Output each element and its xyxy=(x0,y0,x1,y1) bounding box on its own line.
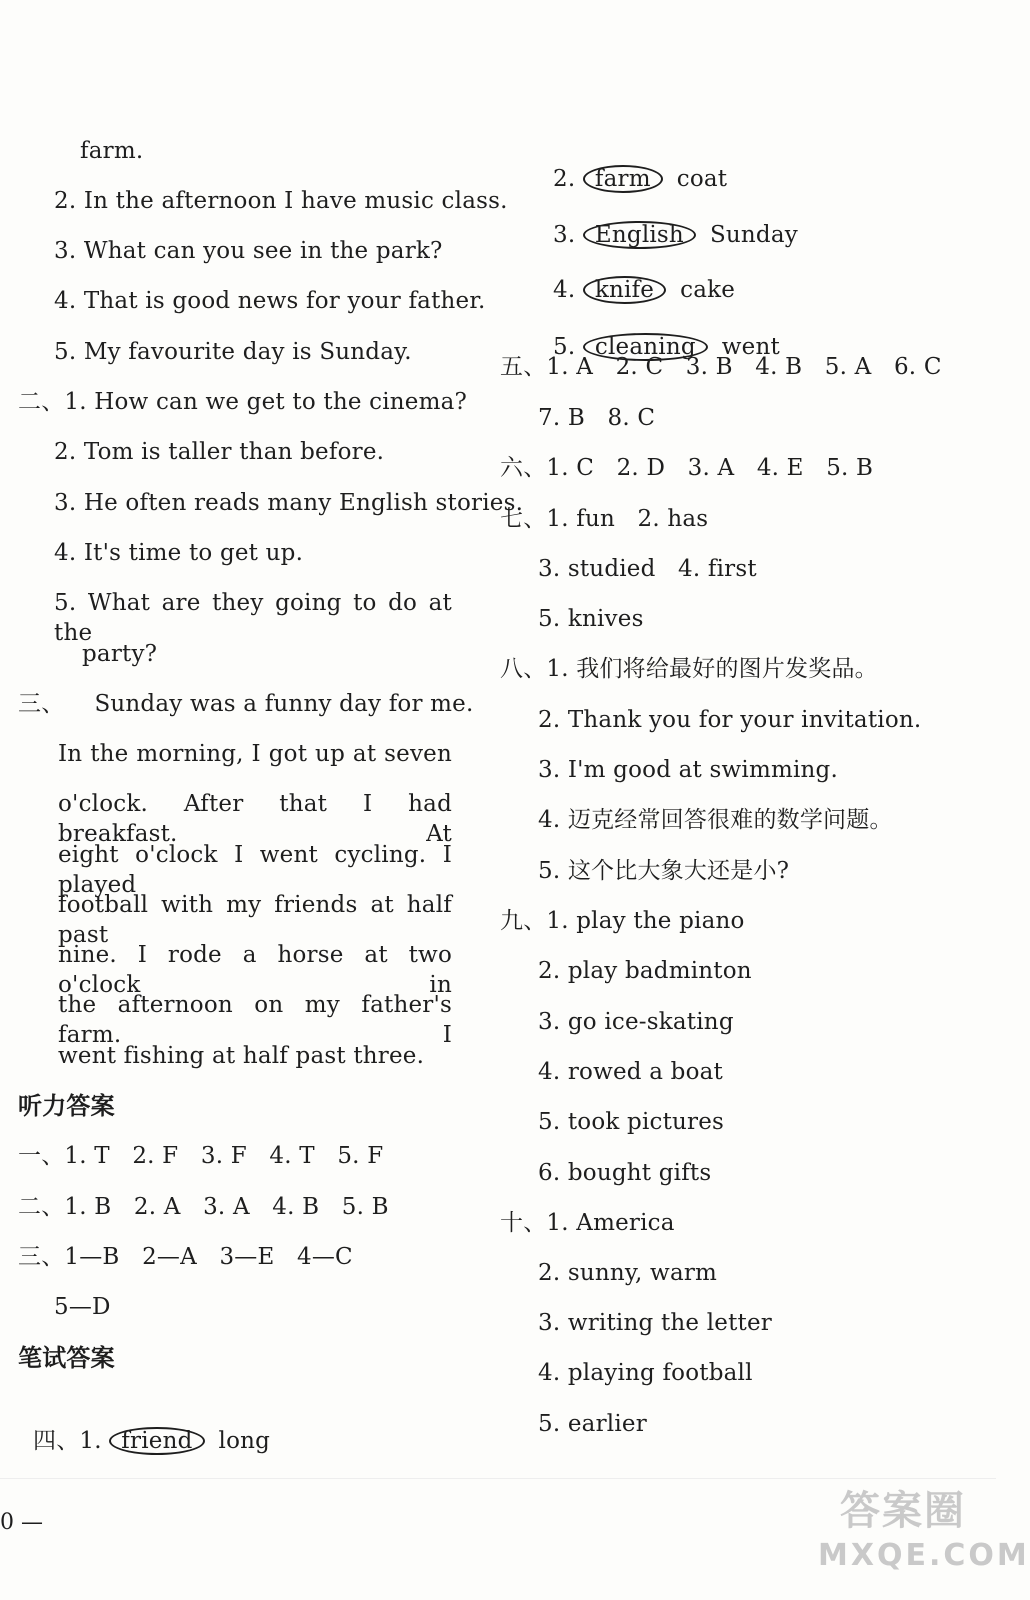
section-9-line: 九、1. play the piano xyxy=(500,908,745,934)
item-number: 5. xyxy=(553,334,583,360)
answer-line: 2. play badminton xyxy=(538,958,752,984)
answer-line: 3. What can you see in the park? xyxy=(54,238,443,264)
answer-line: 一、1. T 2. F 3. F 4. T 5. F xyxy=(18,1143,384,1169)
answer-line: 2. sunny, warm xyxy=(538,1260,718,1286)
answer-line: 2. In the afternoon I have music class. xyxy=(54,188,508,214)
circled-answer-line xyxy=(538,245,735,305)
answer-line: 5—D xyxy=(54,1294,111,1320)
paragraph-line: football with my friends at half past xyxy=(58,892,452,948)
answer-line: farm. xyxy=(80,138,144,164)
section-3-line: 三、 Sunday was a funny day for me. xyxy=(18,691,474,717)
paragraph-line: eight o'clock I went cycling. I played xyxy=(58,842,452,898)
answer-line: 3. studied 4. first xyxy=(538,556,757,582)
word: coat xyxy=(676,166,728,192)
page-number: 0 — xyxy=(0,1510,43,1535)
word: long xyxy=(218,1428,271,1454)
answer-line: 3. writing the letter xyxy=(538,1310,772,1336)
answer-line: 4. That is good news for your father. xyxy=(54,288,486,314)
circled-word: friend xyxy=(109,1427,204,1455)
answer-line: 7. B 8. C xyxy=(538,405,656,431)
watermark-title: 答案圈 xyxy=(840,1488,966,1534)
circled-answer-line xyxy=(18,1396,270,1456)
section-2-line: 二、1. How can we get to the cinema? xyxy=(18,389,468,415)
answer-line: 三、1—B 2—A 3—E 4—C xyxy=(18,1244,353,1270)
answer-line: 5. 这个比大象大还是小? xyxy=(538,858,790,884)
circled-answer-line xyxy=(538,190,798,250)
paragraph-line: In the morning, I got up at seven xyxy=(58,741,452,767)
answer-line: 3. I'm good at swimming. xyxy=(538,757,838,783)
answer-line: 5. knives xyxy=(538,606,644,632)
circled-word: cleaning xyxy=(583,333,708,361)
answer-line: 5. What are they going to do at the xyxy=(54,590,452,646)
answer-line: 3. go ice-skating xyxy=(538,1009,734,1035)
answer-line: 2. Tom is taller than before. xyxy=(54,439,385,465)
word: Sunday xyxy=(709,222,798,248)
answer-line: 4. playing football xyxy=(538,1360,753,1386)
paragraph-line: the afternoon on my father's farm. I xyxy=(58,992,452,1048)
paragraph-line: nine. I rode a horse at two o'clock in xyxy=(58,942,452,998)
watermark-logo xyxy=(818,1486,1030,1594)
answer-line: 6. bought gifts xyxy=(538,1160,712,1186)
footer-divider xyxy=(0,1478,996,1479)
section-10-line: 十、1. America xyxy=(500,1210,675,1236)
item-number: 2. xyxy=(553,166,583,192)
answer-line: 5. My favourite day is Sunday. xyxy=(54,339,412,365)
section-7-line: 七、1. fun 2. has xyxy=(500,506,709,532)
section-6-line: 六、1. C 2. D 3. A 4. E 5. B xyxy=(500,455,874,481)
circled-word: English xyxy=(583,221,696,249)
watermark-url: MXQE.COM xyxy=(818,1538,1030,1573)
circled-word: knife xyxy=(583,276,666,304)
word: went xyxy=(721,334,780,360)
answer-line: 3. He often reads many English stories. xyxy=(54,490,524,516)
answer-line: 4. It's time to get up. xyxy=(54,540,304,566)
paragraph-line: o'clock. After that I had breakfast. At xyxy=(58,791,452,847)
item-number: 四、1. xyxy=(33,1428,110,1454)
circled-word: farm xyxy=(583,165,663,193)
answer-line: 4. 迈克经常回答很难的数学问题。 xyxy=(538,807,893,833)
answer-line: 二、1. B 2. A 3. A 4. B 5. B xyxy=(18,1194,389,1220)
answer-line: 4. rowed a boat xyxy=(538,1059,723,1085)
section-8-line: 八、1. 我们将给最好的图片发奖品。 xyxy=(500,656,878,682)
answer-line: party? xyxy=(82,641,158,667)
word: cake xyxy=(680,277,736,303)
section-5-line: 五、1. A 2. C 3. B 4. B 5. A 6. C xyxy=(500,354,942,380)
listening-answers-heading: 听力答案 xyxy=(18,1092,115,1120)
answer-line: 5. took pictures xyxy=(538,1109,725,1135)
item-number: 4. xyxy=(553,277,583,303)
answer-line: 2. Thank you for your invitation. xyxy=(538,707,922,733)
written-answers-heading: 笔试答案 xyxy=(18,1344,115,1372)
paragraph-line: went fishing at half past three. xyxy=(58,1043,425,1069)
answer-line: 5. earlier xyxy=(538,1411,647,1437)
item-number: 3. xyxy=(553,222,583,248)
circled-answer-line xyxy=(538,134,727,194)
